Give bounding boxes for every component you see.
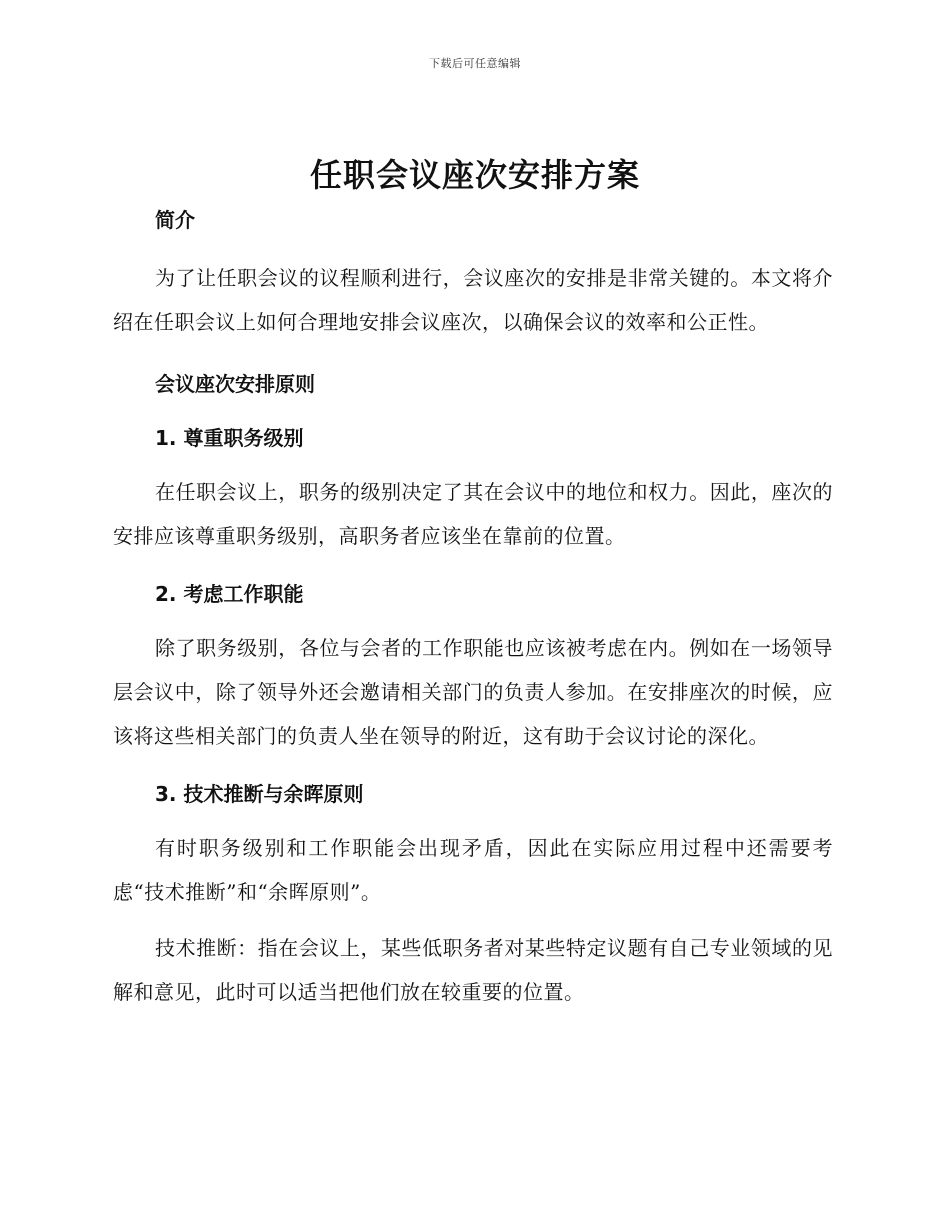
principle-3-heading: 3. 技术推断与余晖原则 xyxy=(155,782,364,806)
principle-3-paragraph: 有时职务级别和工作职能会出现矛盾，因此在实际应用过程中还需要考虑“技术推断”和“余晖原则”。 xyxy=(113,836,833,904)
document-body xyxy=(113,200,833,1014)
principle-1-heading: 1. 尊重职务级别 xyxy=(155,426,304,450)
technical-inference-paragraph: 技术推断：指在会议上，某些低职务者对某些特定议题有自己专业领域的见解和意见，此时可以适当把他们放在较重要的位置。 xyxy=(113,936,833,1004)
header-note: 下载后可任意编辑 xyxy=(429,57,521,70)
principle-1-paragraph: 在任职会议上，职务的级别决定了其在会议中的地位和权力。因此，座次的安排应该尊重职务级别，高职务者应该坐在靠前的位置。 xyxy=(113,480,833,548)
principle-2-paragraph: 除了职务级别，各位与会者的工作职能也应该被考虑在内。例如在一场领导层会议中，除了领导外还会邀请相关部门的负责人参加。在安排座次的时候，应该将这些相关部门的负责人坐在领导的附近，这有助于会议讨论的深化。 xyxy=(113,636,833,748)
principle-2-heading: 2. 考虑工作职能 xyxy=(155,582,304,606)
document-title: 任职会议座次安排方案 xyxy=(309,156,640,194)
intro-paragraph: 为了让任职会议的议程顺利进行，会议座次的安排是非常关键的。本文将介绍在任职会议上如何合理地安排会议座次，以确保会议的效率和公正性。 xyxy=(113,266,833,334)
principles-heading: 会议座次安排原则 xyxy=(155,372,315,396)
intro-heading: 简介 xyxy=(155,208,195,232)
